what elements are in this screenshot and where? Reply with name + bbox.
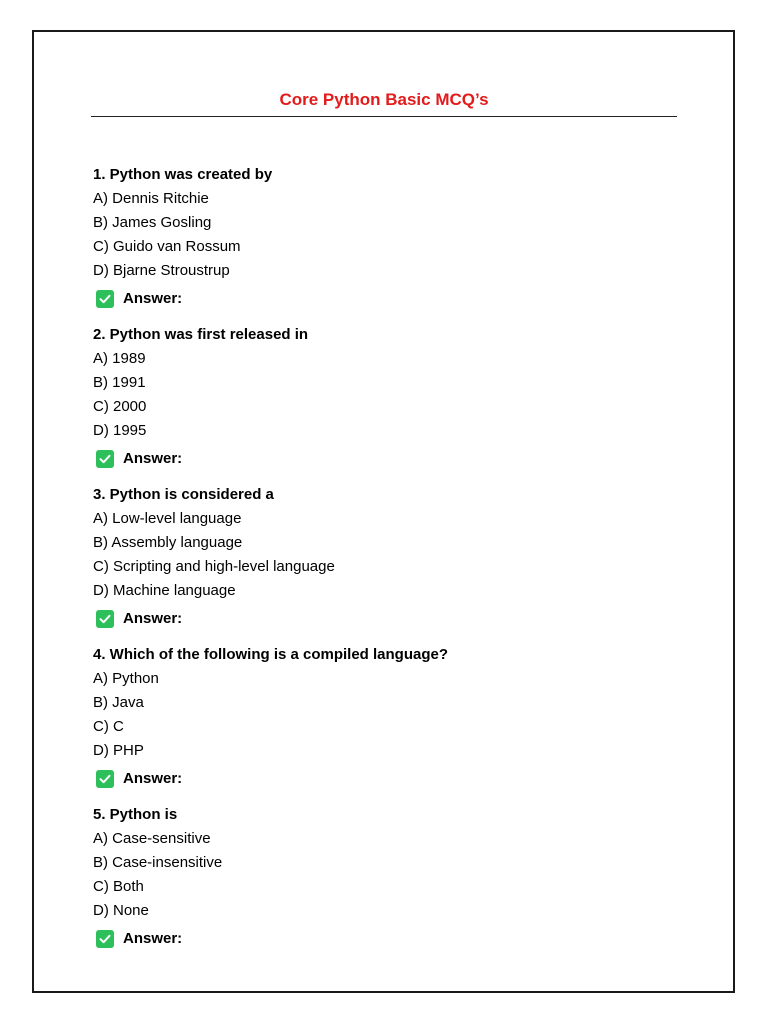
question-block-1 (93, 163, 683, 313)
option-c: C) Guido van Rossum (93, 238, 241, 255)
answer-row (93, 285, 683, 313)
question-text: 3. Python is considered a (93, 486, 274, 503)
question-list (93, 163, 683, 963)
question-block-2 (93, 323, 683, 473)
answer-label: Answer: (123, 770, 183, 787)
option-c: C) Both (93, 878, 144, 895)
option-b: B) James Gosling (93, 214, 212, 231)
option-d: D) 1995 (93, 422, 147, 439)
question-text: 4. Which of the following is a compiled language? (93, 646, 449, 663)
answer-label: Answer: (123, 930, 183, 947)
option-b: B) Assembly language (93, 534, 243, 551)
option-d: D) None (93, 902, 149, 919)
option-a: A) Python (93, 670, 159, 687)
option-c: C) 2000 (93, 398, 147, 415)
option-b: B) Java (93, 694, 144, 711)
option-b: B) 1991 (93, 374, 146, 391)
answer-row (93, 445, 683, 473)
question-text: 2. Python was first released in (93, 326, 309, 343)
option-c: C) C (93, 718, 124, 735)
question-text: 5. Python is (93, 806, 178, 823)
option-a: A) 1989 (93, 350, 146, 367)
question-block-4 (93, 643, 683, 793)
question-text: 1. Python was created by (93, 166, 273, 183)
check-mark-icon (96, 930, 114, 948)
option-d: D) PHP (93, 742, 144, 759)
answer-row (93, 605, 683, 633)
answer-label: Answer: (123, 290, 183, 307)
check-mark-icon (96, 610, 114, 628)
option-a: A) Case-sensitive (93, 830, 211, 847)
answer-row (93, 765, 683, 793)
page-title: Core Python Basic MCQ’s (279, 90, 489, 109)
title-divider (91, 116, 677, 117)
check-mark-icon (96, 770, 114, 788)
check-mark-icon (96, 450, 114, 468)
option-a: A) Dennis Ritchie (93, 190, 209, 207)
option-c: C) Scripting and high-level language (93, 558, 335, 575)
answer-row (93, 925, 683, 953)
answer-label: Answer: (123, 610, 183, 627)
check-mark-icon (96, 290, 114, 308)
option-d: D) Machine language (93, 582, 236, 599)
option-b: B) Case-insensitive (93, 854, 223, 871)
option-a: A) Low-level language (93, 510, 242, 527)
option-d: D) Bjarne Stroustrup (93, 262, 230, 279)
question-block-5 (93, 803, 683, 953)
question-block-3 (93, 483, 683, 633)
answer-label: Answer: (123, 450, 183, 467)
